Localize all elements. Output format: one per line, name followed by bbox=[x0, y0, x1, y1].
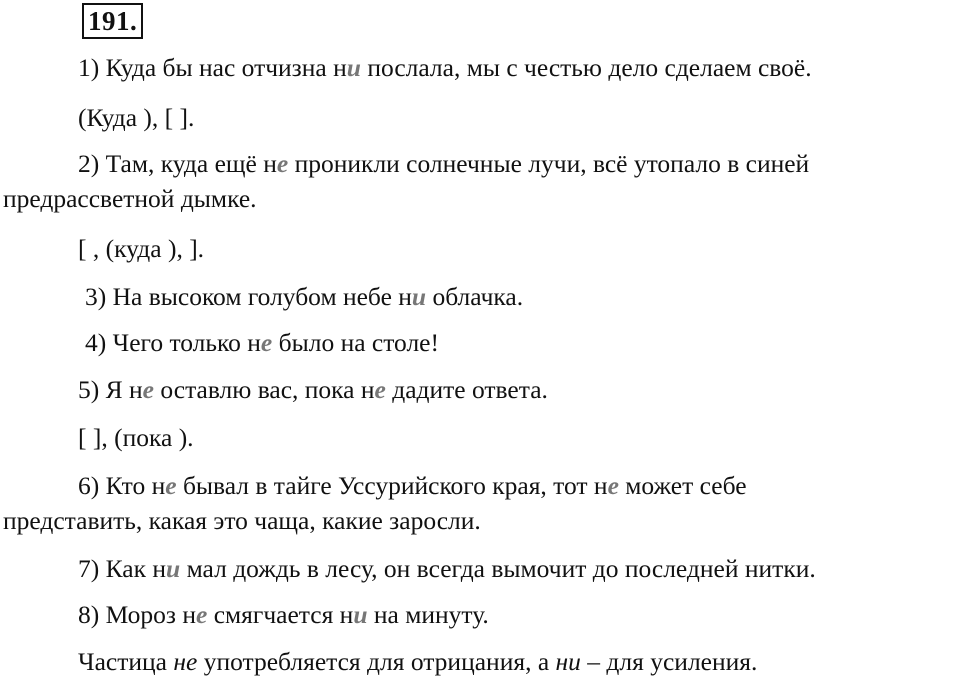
sentence-3: 3) На высоком голубом небе ни облачка. bbox=[85, 282, 524, 311]
scheme-5: [ ], (пока ). bbox=[78, 423, 194, 452]
particle-ni: ни bbox=[555, 647, 581, 676]
scheme-2: [ , (куда ), ]. bbox=[78, 234, 205, 263]
highlight-letter: е bbox=[260, 328, 273, 357]
highlight-letter: е bbox=[607, 471, 619, 500]
sentence-8: 8) Мороз не смягчается ни на минуту. bbox=[78, 600, 489, 629]
sentence-2: 2) Там, куда ещё не проникли солнечные лучи, всё утопало в синей bbox=[78, 149, 810, 178]
highlight-letter: и bbox=[346, 53, 361, 82]
particle-ne: не bbox=[173, 647, 198, 676]
sentence-5: 5) Я не оставлю вас, пока не дадите ответа. bbox=[78, 375, 548, 404]
sentence-7: 7) Как ни мал дождь в лесу, он всегда вымочит до последней нитки. bbox=[78, 554, 816, 583]
highlight-letter: е bbox=[142, 375, 154, 404]
rule-note: Частица не употребляется для отрицания, а ни – для усиления. bbox=[78, 647, 758, 676]
exercise-number: 191. bbox=[82, 3, 143, 39]
highlight-letter: е bbox=[165, 471, 177, 500]
highlight-letter: е bbox=[196, 600, 208, 629]
highlight-letter: и bbox=[411, 282, 427, 311]
sentence-4: 4) Чего только не было на столе! bbox=[85, 328, 439, 357]
sentence-2-continuation: предрассветной дымке. bbox=[3, 184, 257, 213]
highlight-letter: и bbox=[353, 600, 368, 629]
sentence-6: 6) Кто не бывал в тайге Уссурийского края, тот не может себе bbox=[78, 471, 747, 500]
sentence-6-continuation: представить, какая это чаща, какие заросли. bbox=[3, 506, 481, 535]
sentence-1: 1) Куда бы нас отчизна ни послала, мы с честью дело сделаем своё. bbox=[78, 53, 812, 82]
highlight-letter: е bbox=[374, 375, 386, 404]
highlight-letter: е bbox=[276, 149, 289, 178]
scheme-1: (Куда ), [ ]. bbox=[78, 103, 195, 132]
highlight-letter: и bbox=[166, 554, 181, 583]
